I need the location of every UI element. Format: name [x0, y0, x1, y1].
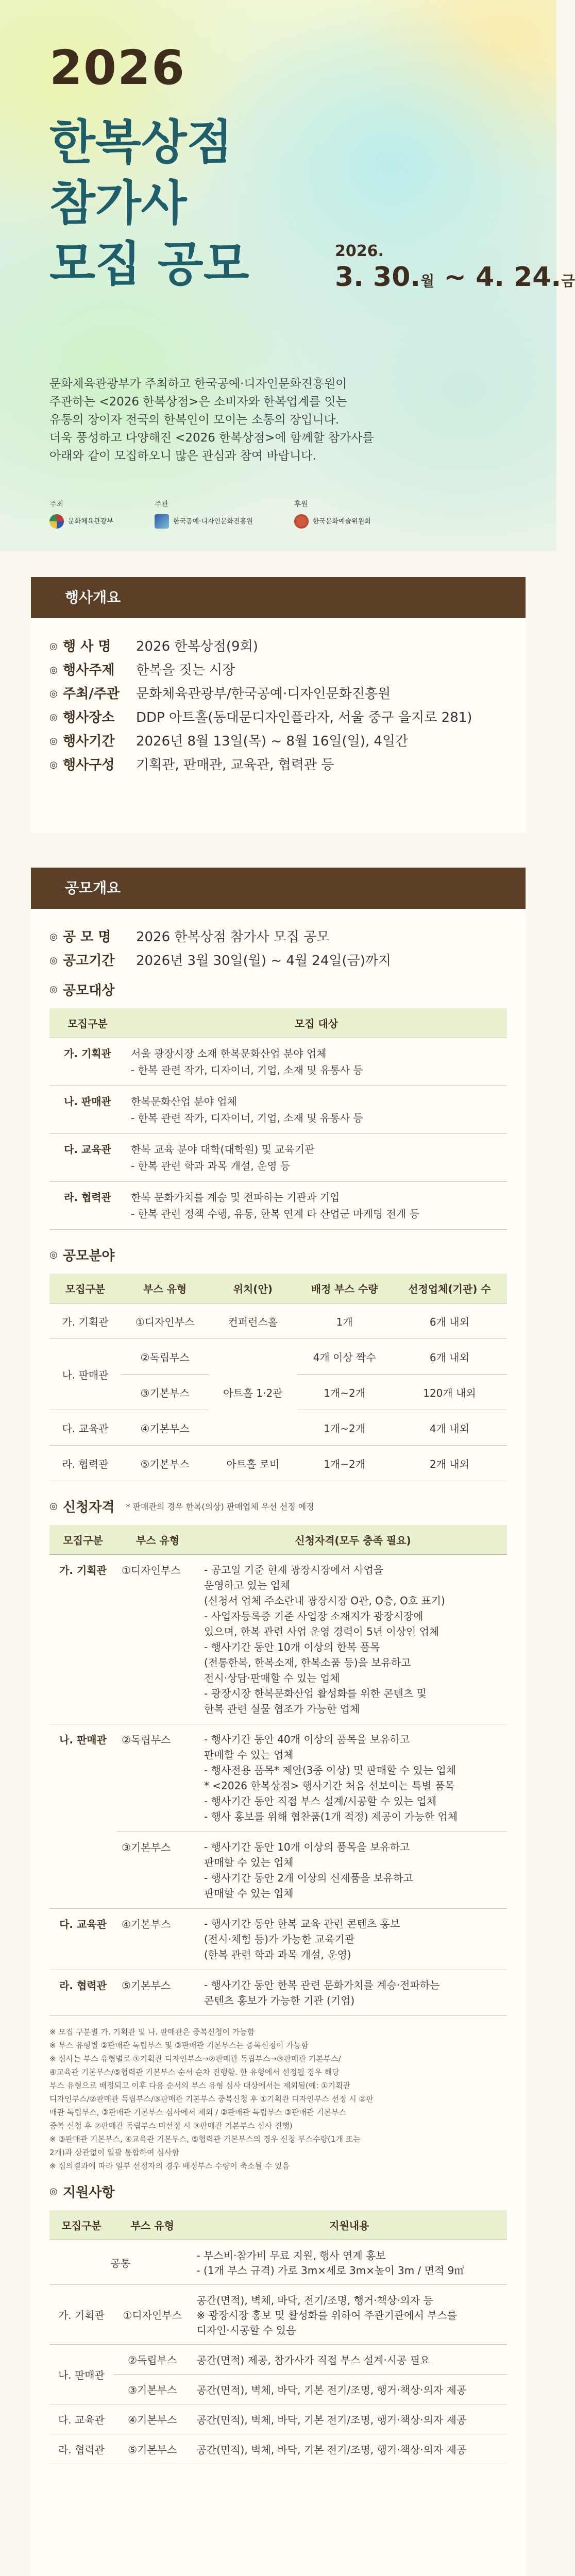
support-category: 라. 협력관 — [49, 2434, 113, 2464]
bullet-icon: ◎ — [49, 688, 58, 699]
hero-title-line: 참가사 — [49, 176, 187, 231]
hero-date-year: 2026. — [335, 242, 384, 260]
note-line: 부스 유형으로 배정되고 이후 다음 순서의 부스 유형 심사 대상에서는 제외됨(예: ①기획관 — [49, 2081, 350, 2090]
intro-line: 더욱 풍성하고 다양해진 <2026 한복상점>에 함께할 참가사를 — [49, 431, 374, 445]
table-row — [49, 1832, 507, 1909]
qual-category: 나. 판매관 — [49, 1724, 116, 1909]
info-value: 2026 한복상점 참가사 모집 공모 — [136, 929, 330, 945]
info-label: 행사구성 — [63, 757, 115, 773]
bullet-icon: ◎ — [49, 736, 58, 747]
support-content — [191, 2404, 507, 2434]
qual-booth: ⑤기본부스 — [116, 1970, 199, 2016]
qual-line: 콘텐츠 홍보가 가능한 기관 (기업) — [204, 1994, 355, 2007]
hero-intro — [49, 375, 503, 465]
organizer-sponsor — [294, 499, 371, 529]
support-line: 공간(면적) 제공, 참가사가 직접 부스 설계·시공 필요 — [196, 2354, 430, 2366]
table-row — [49, 1038, 507, 1086]
note-line: ④교육관 기본부스/⑤협력관 기본부스 순서 순차 진행함. 한 유형에서 선정될 경우 해당 — [49, 2067, 340, 2077]
qual-booth: ②독립부스 — [116, 1724, 199, 1832]
table-header: 모집구분 — [49, 1274, 121, 1303]
support-booth: ④기본부스 — [113, 2404, 192, 2434]
table-row — [49, 2240, 507, 2285]
kcdf-logo-icon — [155, 514, 169, 529]
date-start: 3. 30. — [335, 262, 421, 293]
qual-line: 판매할 수 있는 업체 — [204, 1887, 294, 1900]
qual-line: (전통한복, 한복소재, 한복소품 등)을 보유하고 — [204, 1656, 411, 1669]
target-line: 한복 문화가치를 계승 및 전파하는 기관과 기업 — [131, 1191, 340, 1204]
organizer-host — [49, 499, 113, 529]
qual-line: 전시·상담·판매할 수 있는 업체 — [204, 1672, 340, 1684]
table-header: 모집구분 — [49, 2210, 113, 2240]
info-row — [49, 925, 507, 949]
target-category: 다. 교육관 — [49, 1134, 126, 1182]
support-content — [191, 2240, 507, 2285]
field-subhead: ◎ 공모분야 — [49, 1248, 115, 1264]
support-line: - 부스비·참가비 무료 지원, 행사 연계 홍보 — [196, 2249, 386, 2262]
hero-date-range — [335, 262, 575, 293]
qual-category: 라. 협력관 — [49, 1970, 116, 2016]
qual-line: - 행사기간 동안 10개 이상의 품목을 보유하고 — [204, 1841, 410, 1853]
bullet-icon: ◎ — [49, 984, 58, 995]
info-label: 행사주제 — [63, 663, 115, 678]
info-value: 2026년 3월 30일(월) ~ 4월 24일(금)까지 — [136, 953, 392, 969]
table-header: 위치(안) — [209, 1274, 297, 1303]
organizer-organizer — [155, 499, 253, 529]
qual-line: - 행사기간 동안 40개 이상의 품목을 보유하고 — [204, 1733, 410, 1745]
support-table — [49, 2210, 507, 2464]
bullet-icon: ◎ — [49, 759, 58, 770]
info-label: 공고기간 — [63, 953, 115, 969]
target-line: - 한복 관련 작가, 디자이너, 기업, 소재 및 유통사 등 — [131, 1064, 363, 1076]
arko-logo-icon — [294, 514, 309, 529]
section-heading: 행사개요 — [31, 577, 526, 618]
table-row — [49, 2404, 507, 2434]
bullet-icon: ◎ — [49, 931, 58, 942]
date-end: 4. 24. — [476, 262, 562, 293]
bullet-icon: ◎ — [49, 955, 58, 966]
table-header: 모집 대상 — [126, 1008, 507, 1038]
recruit-overview-list — [49, 925, 507, 973]
info-row — [49, 706, 507, 730]
qual-requirements — [199, 1555, 507, 1724]
support-booth: ②독립부스 — [113, 2345, 192, 2375]
hero-title-line: 한복상점 — [49, 115, 233, 170]
bullet-icon: ◎ — [49, 641, 58, 652]
table-header: 선정업체(기관) 수 — [392, 1274, 507, 1303]
recruit-overview-section — [31, 868, 526, 2576]
target-line: - 한복 관련 학과 과목 개설, 운영 등 — [131, 1160, 291, 1172]
table-header: 모집구분 — [49, 1008, 126, 1038]
info-label: 행사기간 — [63, 734, 115, 749]
note-line: ※ 부스 유형별 ②판매관 독립부스 및 ③판매관 기본부스는 중복신청이 가능함 — [49, 2041, 309, 2050]
support-subhead: ◎ 지원사항 — [49, 2185, 115, 2200]
target-description — [126, 1182, 507, 1230]
qual-category: 가. 기획관 — [49, 1555, 116, 1724]
qual-requirements — [199, 1832, 507, 1909]
hero-title-line: 모집 공모 — [49, 236, 249, 292]
table-row — [49, 1724, 507, 1832]
hero-banner — [0, 0, 575, 551]
note-line: 2개)과 상관없이 일괄 통합하여 심사함 — [49, 2148, 179, 2157]
bullet-icon: ◎ — [49, 2186, 58, 2197]
date-separator: ~ — [444, 262, 466, 293]
organizer-logos — [49, 499, 371, 529]
target-line: - 한복 관련 작가, 디자이너, 기업, 소재 및 유통사 등 — [131, 1112, 363, 1124]
target-line: 서울 광장시장 소재 한복문화산업 분야 업체 — [131, 1047, 327, 1060]
target-line: 한복 교육 분야 대학(대학원) 및 교육기관 — [131, 1143, 315, 1156]
org-name: 한국공예·디자인문화진흥원 — [173, 517, 253, 526]
qual-requirements — [199, 1970, 507, 2016]
table-header: 지원내용 — [191, 2210, 507, 2240]
qual-requirements — [199, 1724, 507, 1832]
target-line: 한복문화산업 분야 업체 — [131, 1095, 237, 1108]
qual-line: (한복 관련 학과 과목 개설, 운영) — [204, 1948, 351, 1961]
support-content — [191, 2375, 507, 2404]
qual-line: - 행사기간 동안 2개 이상의 신제품을 보유하고 — [204, 1872, 413, 1884]
support-category: 다. 교육관 — [49, 2404, 113, 2434]
table-row — [49, 1555, 507, 1724]
qual-subhead: ◎ 신청자격 * 판매관의 경우 한복(의상) 판매업체 우선 선정 예정 — [49, 1500, 314, 1515]
qual-line: - 행사기간 동안 한복 교육 관련 콘텐츠 홍보 — [204, 1918, 400, 1930]
qual-line: 한복 관련 실물 협조가 가능한 업체 — [204, 1703, 360, 1715]
table-header: 부스 유형 — [116, 1525, 199, 1555]
info-row — [49, 658, 507, 682]
field-table — [49, 1274, 507, 1481]
qual-line: - 광장시장 한복문화산업 활성화를 위한 콘텐츠 및 — [204, 1687, 427, 1700]
support-line: 공간(면적), 벽체, 바닥, 기본 전기/조명, 행거·책상·의자 제공 — [196, 2444, 467, 2456]
target-table — [49, 1008, 507, 1230]
table-row — [49, 1182, 507, 1230]
info-label: 행사장소 — [63, 710, 115, 725]
info-row — [49, 949, 507, 973]
qual-booth: ④기본부스 — [116, 1909, 199, 1970]
info-value: 한복을 짓는 시장 — [136, 663, 235, 678]
table-row — [49, 1970, 507, 2016]
target-description — [126, 1086, 507, 1134]
support-line: 공간(면적), 벽체, 바닥, 기본 전기/조명, 행거·책상·의자 제공 — [196, 2414, 467, 2426]
org-name: 한국문화예술위원회 — [312, 517, 371, 526]
qual-line: - 사업자등록증 기준 사업장 소재지가 광장시장에 — [204, 1610, 424, 1622]
note-line: 디자인부스/②판매관 독립부스/③판매관 기본부스 중복신청 후 ①기획관 디자인부스 선정 시 ②판 — [49, 2094, 374, 2104]
note-line: ※ ③판매관 기본부스, ④교육관 기본부스, ⑤협력관 기본부스의 경우 신청 부스수량(1개 또는 — [49, 2134, 361, 2144]
qual-category: 다. 교육관 — [49, 1909, 116, 1970]
qual-line: * <2026 한복상점> 행사기간 처음 선보이는 특별 품목 — [204, 1780, 455, 1792]
qual-line: - 행사전용 품목* 제안(3종 이상) 및 판매할 수 있는 업체 — [204, 1764, 456, 1776]
support-category: 공통 — [49, 2240, 191, 2285]
target-description — [126, 1134, 507, 1182]
table-row: 가. 기획관 ①디자인부스 컨퍼런스홀 1개 6개 내외 — [49, 1303, 507, 1339]
support-line: 디자인·시공할 수 있음 — [196, 2324, 296, 2336]
intro-line: 주관하는 <2026 한복상점>은 소비자와 한복업계를 잇는 — [49, 395, 347, 409]
org-role: 주최 — [49, 500, 64, 509]
target-category: 라. 협력관 — [49, 1182, 126, 1230]
info-label: 주최/주관 — [63, 686, 120, 702]
table-row — [49, 1134, 507, 1182]
support-booth: ③기본부스 — [113, 2375, 192, 2404]
qual-booth: ③기본부스 — [116, 1832, 199, 1909]
intro-line: 유통의 장이자 전국의 한복인이 모이는 소통의 장입니다. — [49, 413, 340, 427]
support-category: 나. 판매관 — [49, 2345, 113, 2404]
date-start-day: 월 — [420, 273, 435, 290]
event-overview-list — [31, 618, 526, 777]
info-row — [49, 682, 507, 706]
ministry-logo-icon — [49, 514, 64, 529]
intro-line: 문화체육관광부가 주최하고 한국공예·디자인문화진흥원이 — [49, 377, 347, 391]
target-description — [126, 1038, 507, 1086]
intro-line: 아래와 같이 모집하오니 많은 관심과 참여 바랍니다. — [49, 449, 316, 463]
table-row: ③기본부스 1개~2개 120개 내외 — [49, 1375, 507, 1410]
qual-line: - 행사 홍보를 위해 협찬품(1개 적정) 제공이 가능한 업체 — [204, 1810, 458, 1823]
bullet-icon: ◎ — [49, 665, 58, 675]
date-end-day: 금 — [561, 273, 575, 290]
note-line: 매관 독립부스, ③판매관 기본부스 심사에서 제외 / ②판매관 독립부스 ③판매관 기본부스 — [49, 2108, 347, 2117]
hero-title — [49, 112, 249, 295]
support-content — [191, 2434, 507, 2464]
target-line: - 한복 관련 정책 수행, 유통, 한복 연계 타 산업군 마케팅 전개 등 — [131, 1208, 419, 1220]
note-line: 중복 신청 후 ②판매관 독립부스 미선정 시 ③판매관 기본부스 심사 진행) — [49, 2121, 293, 2130]
note-line: ※ 심사는 부스 유형별로 ①기획관 디자인부스→②판매관 독립부스→③판매관 기본부스/ — [49, 2054, 341, 2063]
info-row — [49, 635, 507, 658]
table-row — [49, 2345, 507, 2375]
qual-line: - 행사기간 동안 한복 관련 문화가치를 계승·전파하는 — [204, 1979, 440, 1991]
table-row — [49, 2375, 507, 2404]
qual-line: 판매할 수 있는 업체 — [204, 1856, 294, 1869]
table-row — [49, 1909, 507, 1970]
info-value: 기획관, 판매관, 교육관, 협력관 등 — [136, 757, 334, 773]
table-header: 모집구분 — [49, 1525, 116, 1555]
table-header: 신청자격(모두 충족 필요) — [199, 1525, 507, 1555]
table-header: 부스 유형 — [113, 2210, 192, 2240]
support-line: 공간(면적), 벽체, 바닥, 전기/조명, 행거·책상·의자 등 — [196, 2294, 433, 2307]
info-value: 문화체육관광부/한국공예·디자인문화진흥원 — [136, 686, 391, 702]
support-line: - (1개 부스 규격) 가로 3m×세로 3m×높이 3m / 면적 9㎡ — [196, 2264, 465, 2277]
qual-requirements — [199, 1909, 507, 1970]
qual-note: * 판매관의 경우 한복(의상) 판매업체 우선 선정 예정 — [126, 1502, 314, 1512]
info-label: 행 사 명 — [63, 639, 111, 654]
support-booth: ⑤기본부스 — [113, 2434, 192, 2464]
support-line: 공간(면적), 벽체, 바닥, 기본 전기/조명, 행거·책상·의자 제공 — [196, 2384, 467, 2396]
target-category: 나. 판매관 — [49, 1086, 126, 1134]
qual-line: - 행사기간 동안 10개 이상의 한복 품목 — [204, 1641, 380, 1653]
event-overview-section — [31, 577, 526, 833]
qual-line: 있으며, 한복 관련 사업 운영 경력이 5년 이상인 업체 — [204, 1625, 439, 1638]
support-line: ※ 광장시장 홍보 및 활성화를 위하여 주관기관에서 부스를 — [196, 2309, 458, 2321]
support-content — [191, 2285, 507, 2345]
qual-line: 운영하고 있는 업체 — [204, 1579, 291, 1591]
bullet-icon: ◎ — [49, 1249, 58, 1260]
target-subhead: ◎ 공모대상 — [49, 983, 115, 998]
bullet-icon: ◎ — [49, 712, 58, 723]
info-row — [49, 730, 507, 753]
notes-box — [49, 2025, 507, 2173]
table-row: 라. 협력관 ⑤기본부스 아트홀 로비 1개~2개 2개 내외 — [49, 1446, 507, 1481]
note-line: ※ 모집 구분별 가. 기획관 및 나. 판매관은 중복신청이 가능함 — [49, 2027, 255, 2037]
hero-year: 2026 — [49, 40, 186, 95]
table-row — [49, 2434, 507, 2464]
qualification-table — [49, 1525, 507, 2016]
info-value: 2026년 8월 13일(목) ~ 8월 16일(일), 4일간 — [136, 734, 409, 749]
table-row — [49, 2285, 507, 2345]
bullet-icon: ◎ — [49, 1501, 58, 1512]
table-row — [49, 1086, 507, 1134]
qual-booth: ①디자인부스 — [116, 1555, 199, 1724]
qual-line: - 행사기간 동안 직접 부스 설계/시공할 수 있는 업체 — [204, 1795, 437, 1807]
qual-line: (신청서 업체 주소란내 광장시장 O관, O층, O호 표기) — [204, 1595, 445, 1607]
table-header: 부스 유형 — [121, 1274, 209, 1303]
org-role: 주관 — [154, 500, 168, 509]
info-value: DDP 아트홀(동대문디자인플라자, 서울 중구 을지로 281) — [136, 710, 472, 725]
section-heading: 공모개요 — [31, 868, 526, 909]
org-role: 후원 — [294, 500, 308, 509]
table-row: 나. 판매관 ②독립부스 아트홀 1·2관 4개 이상 짝수 6개 내외 — [49, 1339, 507, 1375]
org-name: 문화체육관광부 — [68, 517, 113, 526]
table-row: 다. 교육관 ④기본부스 1개~2개 4개 내외 — [49, 1410, 507, 1446]
support-booth: ①디자인부스 — [113, 2285, 192, 2345]
qual-line: - 공고일 기준 현재 광장시장에서 사업을 — [204, 1564, 384, 1576]
note-line: ※ 심의결과에 따라 일부 선정자의 경우 배정부스 수량이 축소될 수 있음 — [49, 2161, 290, 2171]
qual-line: 판매할 수 있는 업체 — [204, 1749, 294, 1761]
qual-line: (전시·체험 등)가 가능한 교육기관 — [204, 1933, 355, 1945]
table-header: 배정 부스 수량 — [297, 1274, 392, 1303]
info-row — [49, 753, 507, 777]
target-category: 가. 기획관 — [49, 1038, 126, 1086]
support-category: 가. 기획관 — [49, 2285, 113, 2345]
info-value: 2026 한복상점(9회) — [136, 639, 258, 654]
info-label: 공 모 명 — [63, 929, 111, 945]
support-content — [191, 2345, 507, 2375]
